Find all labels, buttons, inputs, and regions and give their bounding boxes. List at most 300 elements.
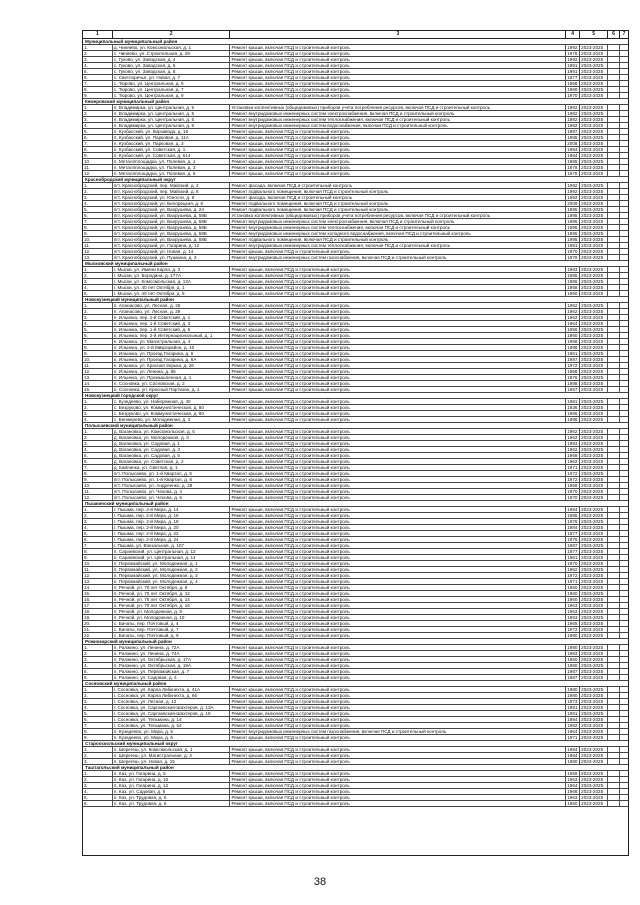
row-number: 5. <box>83 69 113 74</box>
work-type-cell: Ремонт внутридомовых инженерных систем газоснабжения, включая ПСД и строительный контроль <box>230 729 566 734</box>
col6-cell <box>608 225 620 230</box>
year-cell: 1960 <box>566 801 580 806</box>
work-type-cell: Ремонт крыши, включая ПСД и строительный контроль <box>230 585 566 590</box>
work-type-cell: Ремонт крыши, включая ПСД и строительный контроль <box>230 387 566 392</box>
period-cell: 2023-2025 <box>580 369 608 374</box>
col7-cell <box>620 399 628 404</box>
period-cell: 2023-2025 <box>580 327 608 332</box>
col6-cell <box>608 645 620 650</box>
row-number: 6. <box>83 135 113 140</box>
col7-cell <box>620 135 628 140</box>
row-number: 8. <box>83 549 113 554</box>
work-type-cell: Ремонт крыши, включая ПСД и строительный контроль <box>230 333 566 338</box>
row-number: 7. <box>83 219 113 224</box>
col7-cell <box>620 579 628 584</box>
col6-cell <box>608 591 620 596</box>
period-cell: 2023-2025 <box>580 357 608 362</box>
work-type-cell: Ремонт крыши, включая ПСД и строительный контроль <box>230 249 566 254</box>
row-number: 3. <box>83 279 113 284</box>
year-cell: 1970 <box>566 495 580 500</box>
col6-cell <box>608 267 620 272</box>
col7-cell <box>620 57 628 62</box>
row-number: 3. <box>83 519 113 524</box>
col6-cell <box>608 333 620 338</box>
period-cell: 2023-2025 <box>580 135 608 140</box>
address-cell: п. Ралжино, ул. Садовая, д. 4 <box>113 675 231 680</box>
col6-cell <box>608 429 620 434</box>
work-type-cell: Ремонт крыши, включая ПСД и строительный контроль <box>230 795 566 800</box>
col6-cell <box>608 399 620 404</box>
col7-cell <box>620 153 628 158</box>
year-cell: 1985 <box>566 513 580 518</box>
period-cell: 2023-2025 <box>580 693 608 698</box>
year-cell: 1987 <box>566 129 580 134</box>
col6-cell <box>608 381 620 386</box>
period-cell: 2023-2025 <box>580 591 608 596</box>
row-number: 9. <box>83 231 113 236</box>
col7-cell <box>620 273 628 278</box>
year-cell: 1976 <box>566 51 580 56</box>
period-cell: 2023-2025 <box>580 111 608 116</box>
col7-cell <box>620 525 628 530</box>
address-cell: пгт. Краснобродский, ул. Вахрушева, д. 58Б <box>113 231 231 236</box>
period-cell: 2023-2025 <box>580 687 608 692</box>
col6-cell <box>608 231 620 236</box>
address-cell: п. Ильинка, ул. Проезд Гагарина, д. 6А <box>113 357 231 362</box>
period-cell: 2023-2025 <box>580 657 608 662</box>
col7-cell <box>620 555 628 560</box>
work-type-cell: Ремонт крыши, включая ПСД и строительный контроль <box>230 435 566 440</box>
row-number: 1. <box>83 183 113 188</box>
address-cell: п. Кузбасский, ул. Советская, д. 1 <box>113 147 231 152</box>
address-cell: п. Каз, ул. Трудовая, д. 5 <box>113 795 231 800</box>
period-cell: 2023-2025 <box>580 399 608 404</box>
row-number: 1. <box>83 645 113 650</box>
work-type-cell: Ремонт крыши, включая ПСД и строительный контроль <box>230 483 566 488</box>
row-number: 2. <box>83 309 113 314</box>
address-cell: п. Владимирка, ул. Центральная, д. 5 <box>113 105 231 110</box>
year-cell: 1984 <box>566 747 580 752</box>
period-cell: 2023-2025 <box>580 729 608 734</box>
col6-cell <box>608 327 620 332</box>
period-cell: 2023-2025 <box>580 249 608 254</box>
address-cell: пгт. Краснобродский, ул. Вахрушева, д. 58Б <box>113 219 231 224</box>
col6-cell <box>608 627 620 632</box>
address-cell: п. Каз, ул. Гагарина, д. 12 <box>113 783 231 788</box>
address-cell: п. Ильинка, пер. 1-й Советский, д. 1 <box>113 315 231 320</box>
period-cell: 2023-2025 <box>580 585 608 590</box>
period-cell: 2023-2025 <box>580 759 608 764</box>
address-cell: п. Речной, ул. Молодежная, д. 10 <box>113 615 231 620</box>
period-cell: 2023-2025 <box>580 303 608 308</box>
col7-cell <box>620 231 628 236</box>
work-type-cell: Ремонт крыши, включая ПСД и строительный контроль <box>230 375 566 380</box>
period-cell: 2023-2025 <box>580 153 608 158</box>
row-number: 19. <box>83 615 113 620</box>
year-cell: 1962 <box>566 429 580 434</box>
work-type-cell: Ремонт крыши, включая ПСД и строительный контроль <box>230 789 566 794</box>
address-cell: п. Первомайский, ул. Молодежная, д. 3 <box>113 573 231 578</box>
year-cell: 1965 <box>566 621 580 626</box>
col6-cell <box>608 723 620 728</box>
address-cell: с. Чиняево, ул. Строительная, д. 28 <box>113 51 231 56</box>
row-number: 13. <box>83 255 113 260</box>
col6-cell <box>608 801 620 806</box>
address-cell: п. Ильинка, ул. Красная Зорька, д. 26 <box>113 363 231 368</box>
col7-cell <box>620 453 628 458</box>
work-type-cell: Ремонт крыши, включая ПСД и строительный контроль <box>230 609 566 614</box>
row-number: 2. <box>83 405 113 410</box>
year-cell: 1980 <box>566 645 580 650</box>
year-cell: 1977 <box>566 531 580 536</box>
program-table <box>82 30 629 856</box>
period-cell: 2023-2025 <box>580 717 608 722</box>
period-cell: 2023-2025 <box>580 333 608 338</box>
section-title: Полысаевский муниципальный район <box>85 423 173 428</box>
section-title: Рожнокарский муниципальный район <box>85 639 172 644</box>
work-type-cell: Ремонт крыши, включая ПСД и строительный контроль <box>230 543 566 548</box>
year-cell: 1963 <box>566 615 580 620</box>
row-number: 10. <box>83 237 113 242</box>
address-cell: с. Бачаты, пер. Почтовый, д. 4 <box>113 621 231 626</box>
work-type-cell: Ремонт крыши, включая ПСД и строительный контроль <box>230 141 566 146</box>
address-cell: с. Кузедеево, ул. Набережная, д. 40 <box>113 399 231 404</box>
col7-cell <box>620 159 628 164</box>
work-type-cell: Ремонт крыши, включая ПСД и строительный контроль <box>230 63 566 68</box>
address-cell: д. Чиняево, ул. Комсомольская, д. 1 <box>113 45 231 50</box>
section-title: Старооскольский муниципальный округ <box>85 741 178 746</box>
work-type-cell: Ремонт крыши, включая ПСД и строительный контроль <box>230 495 566 500</box>
col7-cell <box>620 183 628 188</box>
year-cell: 1972 <box>566 573 580 578</box>
address-cell: п. Ралжино, ул. Первомайская, д. 7 <box>113 669 231 674</box>
period-cell: 2023-2025 <box>580 735 608 740</box>
row-number: 2. <box>83 777 113 782</box>
row-number: 11. <box>83 243 113 248</box>
row-number: 1. <box>83 747 113 752</box>
col7-cell <box>620 243 628 248</box>
row-number: 12. <box>83 573 113 578</box>
period-cell: 2023-2025 <box>580 117 608 122</box>
address-cell: г. Мыски, ул. 40 лет Октября, д. 1 <box>113 285 231 290</box>
period-cell: 2023-2025 <box>580 555 608 560</box>
address-cell: п. Владимирка, ул. Центральная, д. 5 <box>113 117 231 122</box>
work-type-cell: Ремонт крыши, включая ПСД и строительный контроль <box>230 45 566 50</box>
work-type-cell: Ремонт крыши, включая ПСД и строительный контроль <box>230 381 566 386</box>
row-number: 20. <box>83 621 113 626</box>
work-type-cell: Ремонт крыши, включая ПСД и строительный контроль <box>230 153 566 158</box>
col7-cell <box>620 735 628 740</box>
period-cell: 2023-2025 <box>580 81 608 86</box>
col7-cell <box>620 651 628 656</box>
row-number: 14. <box>83 585 113 590</box>
row-number: 11. <box>83 567 113 572</box>
address-cell: д. Вагановка, ул. Комсомольская, д. 5 <box>113 429 231 434</box>
section-title: Новокузнецкий муниципальный район <box>85 297 174 302</box>
year-cell: 1983 <box>566 651 580 656</box>
row-number: 18. <box>83 609 113 614</box>
col6-cell <box>608 171 620 176</box>
year-cell: 1982 <box>566 117 580 122</box>
col7-cell <box>620 543 628 548</box>
address-cell: п. Сараевский, ул. Центральная, д. 13 <box>113 549 231 554</box>
row-number: 4. <box>83 525 113 530</box>
address-cell: п. Ралжино, ул. Октябрьская, д. 19А <box>113 663 231 668</box>
work-type-cell: Ремонт крыши, включая ПСД и строительный контроль <box>230 171 566 176</box>
year-cell: 2008 <box>566 141 580 146</box>
address-cell: г. Пышма, пер. 2-й Мира, д. 18 <box>113 519 231 524</box>
address-cell: с. Гуково, ул. Заводская, д. 4 <box>113 57 231 62</box>
work-type-cell: Ремонт крыши, включая ПСД и строительный контроль <box>230 627 566 632</box>
period-cell: 2023-2025 <box>580 147 608 152</box>
period-cell: 2023-2025 <box>580 57 608 62</box>
row-number: 3. <box>83 441 113 446</box>
section-title: Новокузнецкий городской округ <box>85 393 159 398</box>
address-cell: д. Вагановка, ул. Садовая, д. 1 <box>113 441 231 446</box>
period-cell: 2023-2025 <box>580 375 608 380</box>
address-cell: г. Мыски, ул. 40 лет Октября, д. 5 <box>113 291 231 296</box>
address-cell: с. Светлоречье, ул. Новая, д. 7 <box>113 75 231 80</box>
col7-cell <box>620 315 628 320</box>
col7-cell <box>620 285 628 290</box>
address-cell: п. Кузбасский, ул. Советская, д. 614 <box>113 153 231 158</box>
col6-cell <box>608 561 620 566</box>
col6-cell <box>608 573 620 578</box>
row-number: 2. <box>83 435 113 440</box>
col7-cell <box>620 609 628 614</box>
period-cell: 2023-2025 <box>580 279 608 284</box>
period-cell: 2023-2025 <box>580 165 608 170</box>
col7-cell <box>620 495 628 500</box>
col6-cell <box>608 621 620 626</box>
year-cell: 1962 <box>566 309 580 314</box>
column-header-5: 5 <box>580 31 608 38</box>
col7-cell <box>620 111 628 116</box>
work-type-cell: Ремонт крыши, включая ПСД и строительный контроль <box>230 429 566 434</box>
row-number: 4. <box>83 63 113 68</box>
year-cell: 1960 <box>566 585 580 590</box>
address-cell: п. Кузбасский, ул. Парковая, д. 11А <box>113 135 231 140</box>
row-number: 7. <box>83 723 113 728</box>
col7-cell <box>620 279 628 284</box>
address-cell: п. Речной, ул. 70 лет Октября, д. 12 <box>113 591 231 596</box>
work-type-cell: Ремонт крыши, включая ПСД и строительный контроль <box>230 705 566 710</box>
work-type-cell: Ремонт крыши, включая ПСД и строительный контроль <box>230 81 566 86</box>
col6-cell <box>608 465 620 470</box>
row-number: 5. <box>83 531 113 536</box>
work-type-cell: Ремонт крыши, включая ПСД и строительный контроль <box>230 603 566 608</box>
col7-cell <box>620 63 628 68</box>
year-cell: 1972 <box>566 471 580 476</box>
row-number: 8. <box>83 87 113 92</box>
col7-cell <box>620 777 628 782</box>
year-cell: 1936 <box>566 405 580 410</box>
year-cell: 1992 <box>566 183 580 188</box>
row-number: 1. <box>83 105 113 110</box>
year-cell: 1991 <box>566 69 580 74</box>
year-cell: 1970 <box>566 249 580 254</box>
row-number: 3. <box>83 759 113 764</box>
row-number: 6. <box>83 717 113 722</box>
period-cell: 2023-2025 <box>580 573 608 578</box>
row-number: 1. <box>83 399 113 404</box>
year-cell: 1958 <box>566 285 580 290</box>
table-row <box>83 801 628 807</box>
col6-cell <box>608 633 620 638</box>
address-cell: пгт. Краснобродский, пер. Майский, д. 2 <box>113 183 231 188</box>
work-type-cell: Ремонт крыши, включая ПСД и строительный контроль <box>230 291 566 296</box>
col6-cell <box>608 417 620 422</box>
work-type-cell: Ремонт крыши, включая ПСД и строительный контроль <box>230 573 566 578</box>
col7-cell <box>620 435 628 440</box>
row-number: 14. <box>83 381 113 386</box>
address-cell: пгт. Краснобродский, ул. Пушкина, д. 3 <box>113 255 231 260</box>
period-cell: 2023-2025 <box>580 597 608 602</box>
table-body <box>83 39 628 807</box>
period-cell: 2023-2025 <box>580 747 608 752</box>
address-cell: п. Кузбасский, ул. Парковая, д. 3 <box>113 141 231 146</box>
col7-cell <box>620 771 628 776</box>
work-type-cell: Ремонт крыши, включая ПСД и строительный контроль <box>230 285 566 290</box>
period-cell: 2023-2025 <box>580 417 608 422</box>
section-title: Краснобродский муниципальный округ <box>85 177 176 182</box>
address-cell: с. Бенжерево, ул. Молодежная, д. 3 <box>113 417 231 422</box>
address-cell: п. Ралжино, ул. Ленина, д. 72А <box>113 645 231 650</box>
row-number: 6. <box>83 213 113 218</box>
address-cell: с. Бачаты, пер. Почтовый, д. 9 <box>113 633 231 638</box>
row-number: 10. <box>83 159 113 164</box>
col6-cell <box>608 543 620 548</box>
year-cell: 1992 <box>566 57 580 62</box>
work-type-cell: Ремонт подвального помещения, включая ПСД и строительный контроль <box>230 189 566 194</box>
col6-cell <box>608 693 620 698</box>
address-cell: г. Сосновка, ул. Тельмана, д. 54 <box>113 723 231 728</box>
year-cell: 1992 <box>566 45 580 50</box>
work-type-cell: Ремонт крыши, включая ПСД и строительный контроль <box>230 537 566 542</box>
address-cell: д. Вагановка, ул. Садовая, д. 6 <box>113 453 231 458</box>
address-cell: пгт. Краснобродский, ул. Вахрушева, д. 24 <box>113 207 231 212</box>
col6-cell <box>608 273 620 278</box>
col7-cell <box>620 549 628 554</box>
row-number: 1. <box>83 507 113 512</box>
col6-cell <box>608 69 620 74</box>
period-cell: 2023-2025 <box>580 603 608 608</box>
address-cell: п. Первомайский, ул. Молодежная, д. 4 <box>113 579 231 584</box>
row-number: 4. <box>83 201 113 206</box>
col7-cell <box>620 123 628 128</box>
work-type-cell: Ремонт крыши, включая ПСД и строительный контроль <box>230 777 566 782</box>
page-number: 38 <box>313 876 327 888</box>
year-cell: 1984 <box>566 525 580 530</box>
row-number: 6. <box>83 801 113 806</box>
row-number: 10. <box>83 483 113 488</box>
col6-cell <box>608 183 620 188</box>
col7-cell <box>620 705 628 710</box>
period-cell: 2023-2025 <box>580 291 608 296</box>
row-number: 13. <box>83 375 113 380</box>
year-cell: 1981 <box>566 399 580 404</box>
col7-cell <box>620 375 628 380</box>
address-cell: пгт. Краснобродский, ул. Вахрушева, д. 58Б <box>113 213 231 218</box>
col7-cell <box>620 507 628 512</box>
period-cell: 2023-2025 <box>580 789 608 794</box>
work-type-cell: Ремонт крыши, включая ПСД и строительный контроль <box>230 735 566 740</box>
col6-cell <box>608 207 620 212</box>
col7-cell <box>620 75 628 80</box>
period-cell: 2023-2025 <box>580 315 608 320</box>
year-cell: 1960 <box>566 291 580 296</box>
period-cell: 2023-2025 <box>580 609 608 614</box>
period-cell: 2023-2025 <box>580 615 608 620</box>
row-number: 4. <box>83 321 113 326</box>
period-cell: 2023-2025 <box>580 351 608 356</box>
period-cell: 2023-2025 <box>580 711 608 716</box>
work-type-cell: Ремонт крыши, включая ПСД и строительный контроль <box>230 513 566 518</box>
address-cell: п. Шерегеш, ул. Новая, д. 15 <box>113 759 231 764</box>
address-cell: пгт. Полысаево, ул. Чехова, д. 4 <box>113 489 231 494</box>
period-cell: 2023-2025 <box>580 159 608 164</box>
col7-cell <box>620 129 628 134</box>
period-cell: 2023-2025 <box>580 51 608 56</box>
col6-cell <box>608 675 620 680</box>
col6-cell <box>608 459 620 464</box>
row-number: 21. <box>83 627 113 632</box>
period-cell: 2023-2025 <box>580 405 608 410</box>
period-cell: 2023-2025 <box>580 705 608 710</box>
work-type-cell: Ремонт внутридомовых инженерных систем теплоснабжения, включая ПСД и строительный контроль <box>230 243 566 248</box>
col7-cell <box>620 603 628 608</box>
col7-cell <box>620 783 628 788</box>
year-cell: 1995 <box>566 231 580 236</box>
period-cell: 2023-2025 <box>580 507 608 512</box>
work-type-cell: Ремонт крыши, включая ПСД и строительный контроль <box>230 555 566 560</box>
col6-cell <box>608 531 620 536</box>
col7-cell <box>620 657 628 662</box>
row-number: 8. <box>83 471 113 476</box>
col6-cell <box>608 411 620 416</box>
col6-cell <box>608 537 620 542</box>
row-number: 6. <box>83 333 113 338</box>
year-cell: 1960 <box>566 591 580 596</box>
period-cell: 2023-2025 <box>580 213 608 218</box>
year-cell: 1961 <box>566 351 580 356</box>
col7-cell <box>620 225 628 230</box>
period-cell: 2023-2025 <box>580 345 608 350</box>
year-cell: 1964 <box>566 783 580 788</box>
work-type-cell: Ремонт крыши, включая ПСД и строительный контроль <box>230 417 566 422</box>
work-type-cell: Ремонт крыши, включая ПСД и строительный контроль <box>230 723 566 728</box>
col6-cell <box>608 771 620 776</box>
year-cell: 1962 <box>566 459 580 464</box>
address-cell: п. Первомайский, ул. Молодежная, д. 1 <box>113 561 231 566</box>
address-cell: п. Сосновка, ул. Красный Партизан, д. 1 <box>113 387 231 392</box>
address-cell: п. Ильинка, пер. 1-й Советский, д. 5 <box>113 327 231 332</box>
row-number: 2. <box>83 111 113 116</box>
row-number: 9. <box>83 351 113 356</box>
period-cell: 2023-2025 <box>580 801 608 806</box>
col6-cell <box>608 495 620 500</box>
work-type-cell: Ремонт фасада, включая ПСД и строительный контроль <box>230 195 566 200</box>
col7-cell <box>620 537 628 542</box>
address-cell: п. Каз, ул. Садовая, д. 8 <box>113 789 231 794</box>
work-type-cell: Ремонт подвального помещения, включая ПСД и строительный контроль <box>230 207 566 212</box>
address-cell: пгт. Краснобродский, ул. Вахрушева, д. 58Б <box>113 225 231 230</box>
year-cell: 1995 <box>566 219 580 224</box>
period-cell: 2023-2025 <box>580 141 608 146</box>
period-cell: 2023-2025 <box>580 651 608 656</box>
year-cell: 1972 <box>566 477 580 482</box>
address-cell: г. Пышма, пер. 2-й Мира, д. 22 <box>113 531 231 536</box>
